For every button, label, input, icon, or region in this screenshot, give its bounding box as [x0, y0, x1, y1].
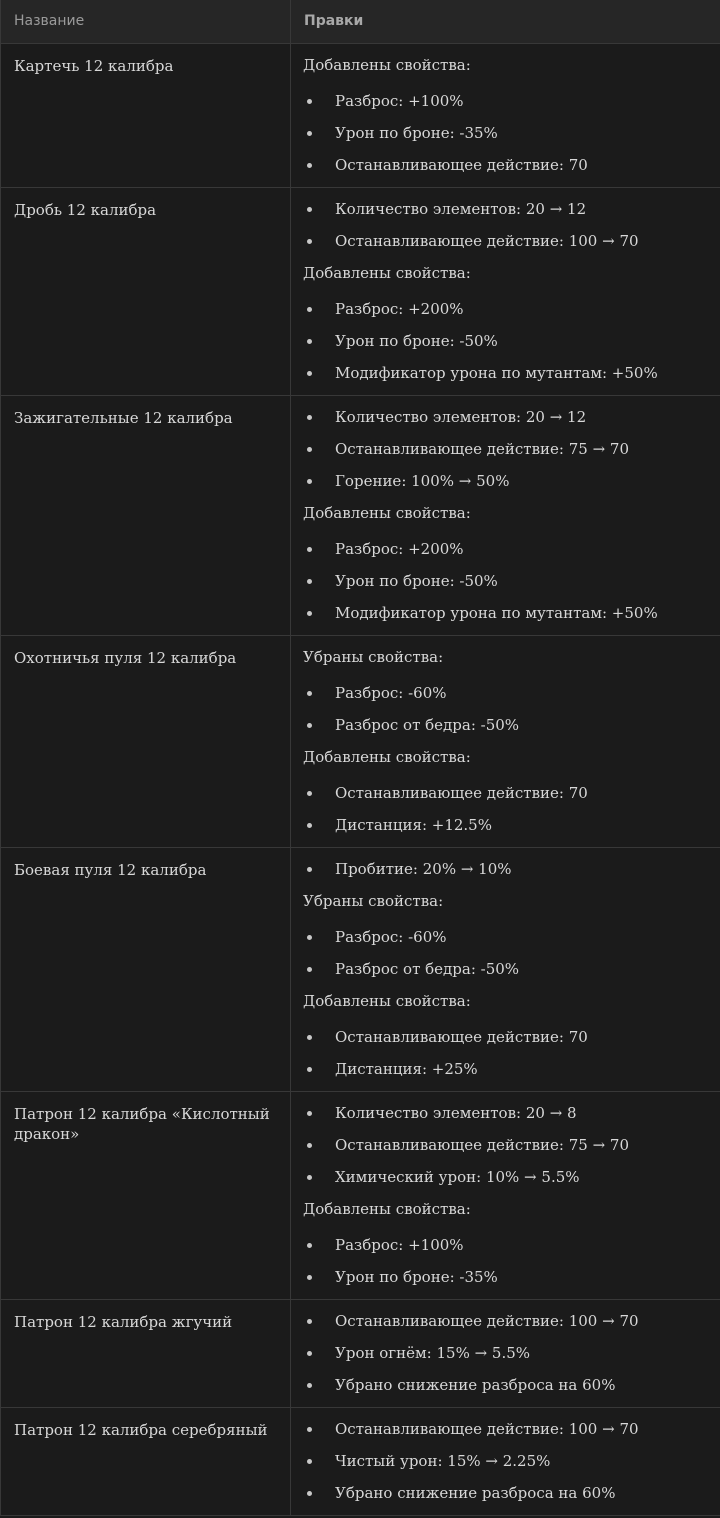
change-item: Убрано снижение разброса на 60%: [303, 1375, 708, 1395]
section-heading: Убраны свойства:: [303, 647, 444, 666]
change-list: [303, 783, 708, 835]
change-item: Останавливающее действие: 100 → 70: [303, 231, 708, 251]
ammo-name: Охотничья пуля 12 калибра: [1, 635, 291, 847]
table-body: [1, 43, 720, 1515]
change-item: Останавливающее действие: 70: [303, 155, 708, 175]
change-list: [303, 1419, 708, 1503]
section-heading: Добавлены свойства:: [303, 55, 471, 74]
section-heading: Добавлены свойства:: [303, 747, 471, 766]
change-item: Разброс: +200%: [303, 299, 708, 319]
table-row: [1, 395, 720, 635]
section-heading: Добавлены свойства:: [303, 991, 471, 1010]
change-list: [303, 91, 708, 175]
change-item: Горение: 100% → 50%: [303, 471, 708, 491]
change-item: Разброс: -60%: [303, 683, 708, 703]
change-item: Дистанция: +12.5%: [303, 815, 708, 835]
ammo-name: Картечь 12 калибра: [1, 43, 291, 187]
change-list: [303, 1235, 708, 1287]
ammo-name: Патрон 12 калибра серебряный: [1, 1407, 291, 1515]
table-row: [1, 187, 720, 395]
change-item: Дистанция: +25%: [303, 1059, 708, 1079]
header-name: Название: [1, 0, 291, 43]
section-heading: Добавлены свойства:: [303, 1199, 471, 1218]
changes-cell: [291, 1407, 720, 1515]
change-item: Урон по броне: -50%: [303, 571, 708, 591]
changes-cell: [291, 395, 720, 635]
section-heading: Убраны свойства:: [303, 891, 444, 910]
changes-cell: [291, 43, 720, 187]
change-item: Модификатор урона по мутантам: +50%: [303, 363, 708, 383]
change-item: Чистый урон: 15% → 2.25%: [303, 1451, 708, 1471]
change-list: [303, 1103, 708, 1187]
change-item: Количество элементов: 20 → 12: [303, 407, 708, 427]
change-list: [303, 199, 708, 251]
change-list: [303, 539, 708, 623]
table-row: [1, 1407, 720, 1515]
change-list: [303, 859, 708, 879]
table-row: [1, 635, 720, 847]
ammo-name: Зажигательные 12 калибра: [1, 395, 291, 635]
change-item: Количество элементов: 20 → 12: [303, 199, 708, 219]
ammo-name: Боевая пуля 12 калибра: [1, 847, 291, 1091]
changes-cell: [291, 635, 720, 847]
changes-cell: [291, 847, 720, 1091]
change-item: Разброс: -60%: [303, 927, 708, 947]
change-item: Останавливающее действие: 70: [303, 783, 708, 803]
change-item: Останавливающее действие: 100 → 70: [303, 1311, 708, 1331]
change-item: Урон по броне: -35%: [303, 1267, 708, 1287]
table-row: [1, 847, 720, 1091]
header-changes: Правки: [291, 0, 720, 43]
change-item: Урон огнём: 15% → 5.5%: [303, 1343, 708, 1363]
change-item: Останавливающее действие: 75 → 70: [303, 1135, 708, 1155]
change-item: Останавливающее действие: 100 → 70: [303, 1419, 708, 1439]
ammo-name: Патрон 12 калибра жгучий: [1, 1299, 291, 1407]
section-heading: Добавлены свойства:: [303, 263, 471, 282]
change-item: Разброс от бедра: -50%: [303, 959, 708, 979]
changes-cell: [291, 1091, 720, 1299]
change-list: [303, 407, 708, 491]
ammo-name: Дробь 12 калибра: [1, 187, 291, 395]
change-item: Урон по броне: -50%: [303, 331, 708, 351]
changes-cell: [291, 1299, 720, 1407]
ammo-name: Патрон 12 калибра «Кислотный дракон»: [1, 1091, 291, 1299]
change-list: [303, 1027, 708, 1079]
change-item: Химический урон: 10% → 5.5%: [303, 1167, 708, 1187]
table-row: [1, 43, 720, 187]
change-item: Останавливающее действие: 70: [303, 1027, 708, 1047]
table-row: [1, 1299, 720, 1407]
table-row: [1, 1091, 720, 1299]
change-item: Разброс от бедра: -50%: [303, 715, 708, 735]
change-item: Разброс: +100%: [303, 91, 708, 111]
change-item: Пробитие: 20% → 10%: [303, 859, 708, 879]
change-list: [303, 683, 708, 735]
changes-cell: [291, 187, 720, 395]
change-item: Модификатор урона по мутантам: +50%: [303, 603, 708, 623]
change-item: Количество элементов: 20 → 8: [303, 1103, 708, 1123]
section-heading: Добавлены свойства:: [303, 503, 471, 522]
change-item: Урон по броне: -35%: [303, 123, 708, 143]
change-list: [303, 927, 708, 979]
change-item: Убрано снижение разброса на 60%: [303, 1483, 708, 1503]
change-item: Разброс: +100%: [303, 1235, 708, 1255]
change-list: [303, 299, 708, 383]
change-list: [303, 1311, 708, 1395]
table-header-row: [1, 0, 720, 43]
change-item: Разброс: +200%: [303, 539, 708, 559]
change-item: Останавливающее действие: 75 → 70: [303, 439, 708, 459]
